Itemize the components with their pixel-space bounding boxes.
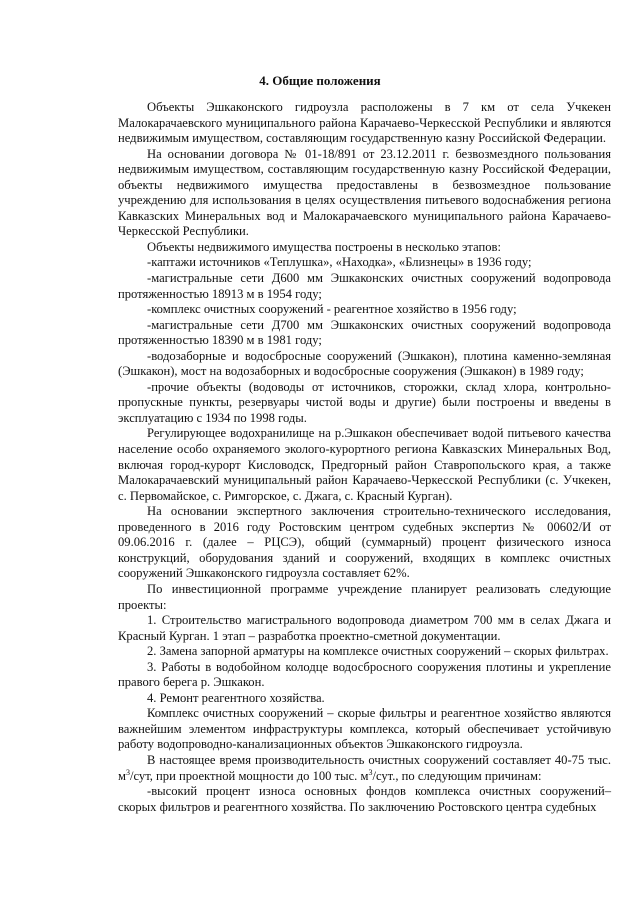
paragraph-location: Объекты Эшкаконского гидроузла расположены в 7 км от села Учкекен Малокарачаевского муниципального района Карачаево-Черкесской Республики и являются недвижимым имуществом, составляющим государственную казну Российской Федерации.: [118, 100, 611, 146]
paragraph-stages-intro: Объекты недвижимого имущества построены в несколько этапов:: [147, 239, 501, 254]
list-item-project: 4. Ремонт реагентного хозяйства.: [147, 690, 325, 705]
section-title: 4. Общие положения: [259, 73, 381, 88]
list-item-project: 2. Замена запорной арматуры на комплексе очистных сооружений – скорых фильтрах.: [147, 644, 609, 659]
list-item-stage: -прочие объекты (водоводы от источников, сторожки, склад хлора, контрольно-пропускные пункты, резервуары чистой воды и другие) были построены и введены в эксплуатацию с 1934 по 1998 годы.: [118, 379, 611, 425]
list-item-reason: -высокий процент износа основных фондов комплекса очистных сооружений– скорых фильтров и реагентного хозяйства. По заключению Ростовского центра судебных: [118, 784, 611, 814]
list-item-stage: -каптажи источников «Теплушка», «Находка», «Близнецы» в 1936 году;: [147, 255, 532, 270]
paragraph-contract: На основании договора № 01-18/891 от 23.12.2011 г. безвозмездного пользования недвижимым имуществом, составляющим государственную казну Российской Федерации, объекты недвижимого имущества предоставлены в безвозмездное пользование учреждению для использования в целях осуществления питьевого водоснабжения региона Кавказских Минеральных вод и Малокарачаевского муниципального района Карачаево-Черкесской Республики.: [118, 146, 611, 239]
list-item-stage: -комплекс очистных сооружений - реагентное хозяйство в 1956 году;: [147, 302, 517, 317]
list-item-project: 1. Строительство магистрального водопровода диаметром 700 мм в селах Джага и Красный Курган. 1 этап – разработка проектно-сметной документации.: [118, 613, 611, 643]
paragraph-investment-intro: По инвестиционной программе учреждение планирует реализовать следующие проекты:: [118, 581, 611, 612]
document-body: [118, 100, 611, 815]
superscript: 3: [125, 767, 130, 777]
paragraph-treatment-complex: Комплекс очистных сооружений – скорые фильтры и реагентное хозяйство являются важнейшим элементом инфраструктуры комплекса, который обеспечивает устойчивую работу водопроводно-канализационных объектов Эшкаконского гидроузла.: [118, 706, 611, 752]
list-item-stage: -водозаборные и водосбросные сооружений (Эшкакон), плотина каменно-земляная (Эшкакон), мост на водозаборных и водосбросные сооружения (Эшкакон) в 1989 году;: [118, 348, 611, 379]
capacity-text: /сут, при проектной мощности до 100 тыс. м: [129, 768, 369, 783]
list-item-stage: -магистральные сети Д700 мм Эшкаконских очистных сооружений водопровода протяженностью 18390 м в 1981 году;: [118, 317, 611, 348]
list-item-project: 3. Работы в водобойном колодце водосбросного сооружения плотины и укрепление правого берега р. Эшкакон.: [118, 659, 611, 690]
list-item-stage: -магистральные сети Д600 мм Эшкаконских очистных сооружений водопровода протяженностью 18913 м в 1954 году;: [118, 271, 611, 301]
paragraph-expert-conclusion: На основании экспертного заключения строительно-технического исследования, проведенного в 2016 году Ростовским центром судебных экспертиз № 00602/И от 09.06.2016 г. (далее – РЦСЭ), общий (суммарный) процент физического износа конструкций, оборудования зданий и сооружений, входящих в комплекс очистных сооружений Эшкаконского гидроузла составляет 62%.: [118, 504, 611, 581]
capacity-text: /сут., по следующим причинам:: [372, 768, 542, 783]
paragraph-capacity: [118, 753, 611, 784]
paragraph-reservoir: Регулирующее водохранилище на р.Эшкакон обеспечивает водой питьевого качества население особо охраняемого эколого-курортного региона Кавказских Минеральных Вод, включая город-курорт Кисловодск, Предгорный район Ставропольского края, а также Малокарачаевский муниципальный район Карачаево-Черкесской Республики (с. Учкекен, с. Первомайское, с. Римгорское, с. Джага, с. Красный Курган).: [118, 426, 611, 503]
capacity-text: В настоящее время производительность очистных сооружений составляет 40-75 тыс. м: [118, 752, 611, 783]
superscript: 3: [368, 767, 373, 777]
